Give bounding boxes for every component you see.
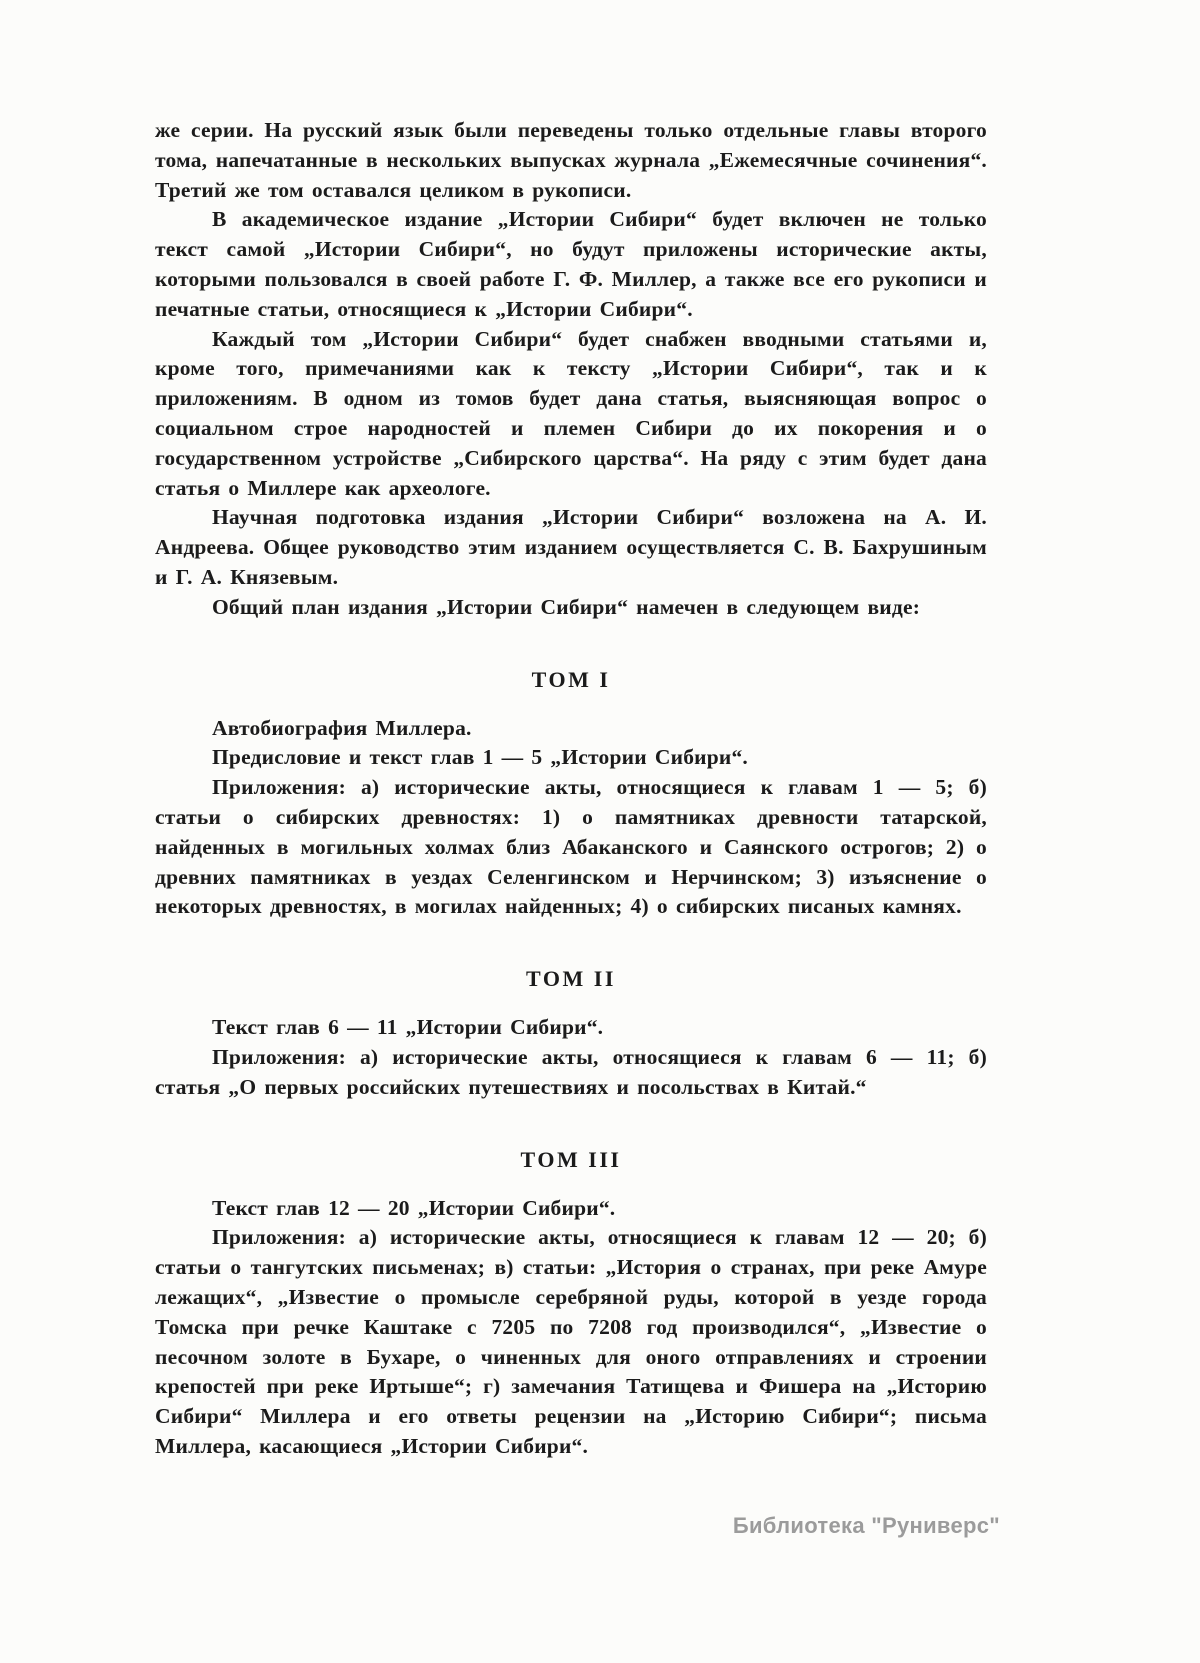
- library-watermark: Библиотека "Руниверс": [732, 1513, 1000, 1538]
- paragraph: Общий план издания „Истории Сибири“ намечен в следующем виде:: [212, 594, 921, 619]
- text-block: [155, 116, 987, 1462]
- volume-2-heading: ТОМ II: [526, 966, 616, 992]
- paragraph: Приложения: а) исторические акты, относящиеся к главам 1 — 5; б) статьи о сибирских древностях: 1) о памятниках древности татарской, найденных в могильных холмах близ Абаканского и Саянского острогов; 2) о древних памятниках в уездах Селенгинском и Нерчинском; 3) изъяснение о некоторых древностях, в могилах найденных; 4) о сибирских писаных камнях.: [155, 775, 987, 919]
- paragraph: Предисловие и текст глав 1 — 5 „Истории Сибири“.: [212, 745, 749, 770]
- paragraph: В академическое издание „Истории Сибири“ будет включен не только текст самой „Истории Сибири“, но будут приложены исторические акты, которыми пользовался в своей работе Г. Ф. Миллер, а также все его рукописи и печатные статьи, относящиеся к „Истории Сибири“.: [155, 207, 987, 321]
- paragraph: Приложения: а) исторические акты, относящиеся к главам 12 — 20; б) статьи о тангутских письменах; в) статьи: „История о странах, при реке Амуре лежащих“, „Известие о промысле серебряной руды, которой в уезде города Томска при речке Каштаке с 7205 по 7208 год производился“, „Известие о песочном золоте в Бухаре, о чиненных для оного отправлениях и строении крепостей при реке Иртыше“; г) замечания Татищева и Фишера на „Историю Сибири“ Миллера и его ответы рецензии на „Историю Сибири“; письма Миллера, касающиеся „Истории Сибири“.: [155, 1225, 987, 1458]
- volume-1-heading: ТОМ I: [531, 666, 611, 692]
- paragraph: Автобиография Миллера.: [212, 715, 472, 740]
- paragraph: Текст глав 12 — 20 „Истории Сибири“.: [212, 1195, 616, 1220]
- paragraph: Текст глав 6 — 11 „Истории Сибири“.: [212, 1015, 604, 1040]
- paragraph: Каждый том „Истории Сибири“ будет снабжен вводными статьями и, кроме того, примечаниями как к тексту „Истории Сибири“, так и к приложениям. В одном из томов будет дана статья, выясняющая вопрос о социальном строе народностей и племен Сибири до их покорения и о государственном устройстве „Сибирского царства“. На ряду с этим будет дана статья о Миллере как археологе.: [155, 326, 987, 500]
- volume-3-heading: ТОМ III: [520, 1146, 622, 1172]
- paragraph: Научная подготовка издания „Истории Сибири“ возложена на А. И. Андреева. Общее руководство этим изданием осуществляется С. В. Бахрушиным и Г. А. Князевым.: [155, 505, 987, 589]
- paragraph-continuation: же серии. На русский язык были переведены только отдельные главы второго тома, напечатанные в нескольких выпусках журнала „Ежемесячные сочинения“. Третий же том оставался целиком в рукописи.: [155, 118, 987, 202]
- paragraph: Приложения: а) исторические акты, относящиеся к главам 6 — 11; б) статья „О первых российских путешествиях и посольствах в Китай.“: [155, 1044, 987, 1099]
